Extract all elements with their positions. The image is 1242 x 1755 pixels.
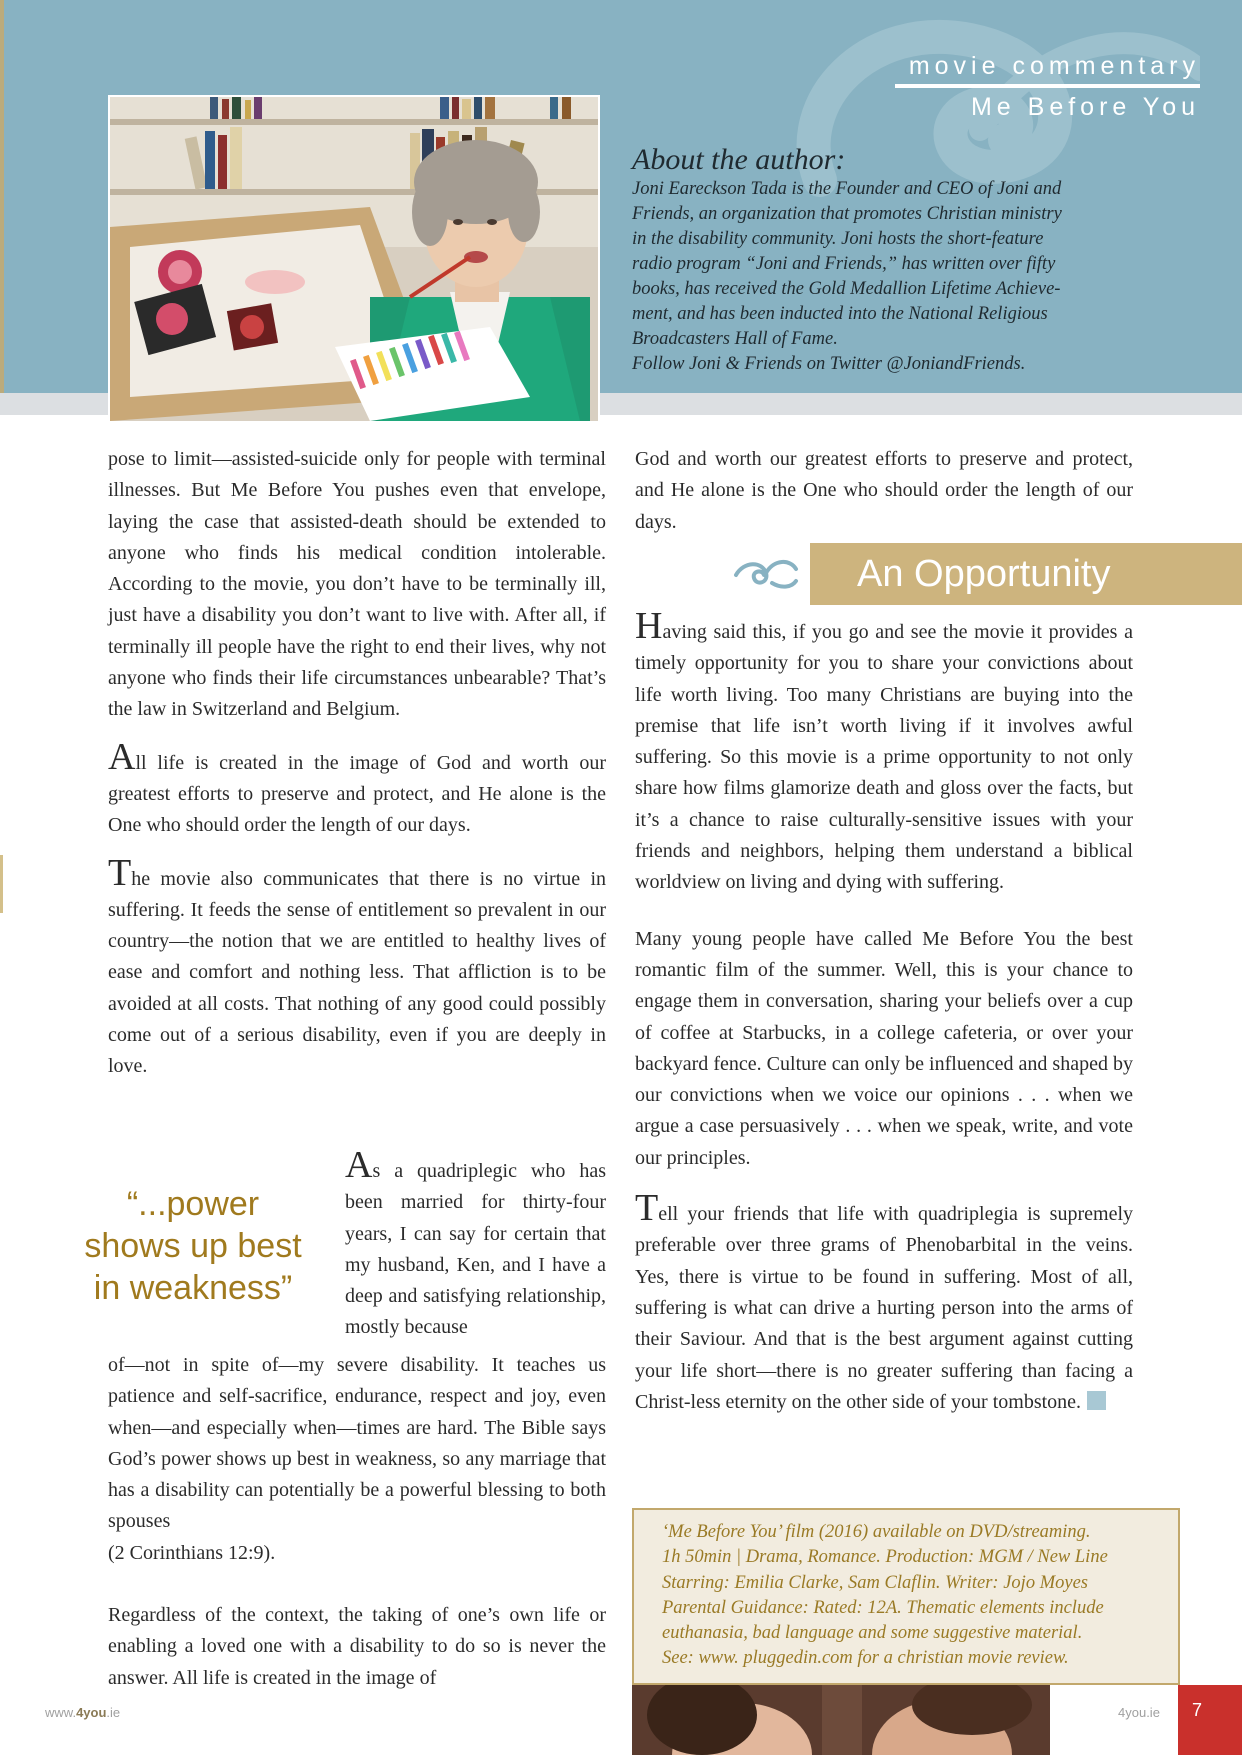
body-paragraph: [345, 1144, 606, 1344]
end-mark-icon: [1087, 1391, 1106, 1410]
bio-line: books, has received the Gold Medallion Lifetime Achieve-: [632, 279, 1061, 299]
film-still-photo: [632, 1685, 1050, 1755]
drop-cap: H: [635, 605, 663, 647]
page-number: 7: [1191, 1700, 1202, 1720]
film-info-text: [662, 1520, 1172, 1672]
info-line: Parental Guidance: Rated: 12A. Thematic elements include: [662, 1597, 1104, 1618]
author-photo-illustration: [110, 97, 598, 421]
bio-line: Joni Eareckson Tada is the Founder and CEO of Joni and: [632, 179, 1062, 199]
bio-line: in the disability community. Joni hosts the short-feature: [632, 229, 1044, 249]
drop-cap: A: [108, 735, 136, 778]
footer-url-suffix: .ie: [106, 1705, 121, 1720]
footer-url-brand: 4you: [76, 1705, 107, 1720]
pull-quote-line: shows up best: [84, 1227, 302, 1265]
info-line: ‘Me Before You’ film (2016) available on DVD/streaming.: [662, 1522, 1091, 1542]
footer-site: 4you.ie: [1118, 1705, 1160, 1720]
info-line: Starring: Emilia Clarke, Sam Claflin. Writer: Jojo Moyes: [662, 1572, 1088, 1593]
swirl-ornament-icon: [732, 553, 800, 593]
body-paragraph: Regardless of the context, the taking of one’s own life or enabling a loved one with a disability to do so is never the answer. All life is created in the image of: [108, 1604, 606, 1689]
drop-cap: T: [635, 1187, 659, 1230]
paragraph-text: aving said this, if you go and see the movie it provides a timely opportunity for you to share your convictions about life worth living. Too many Christians are buying into the premise that life isn’t worth living if it involves awful suffering. So this movie is a prime opportunity to not only share how films glamorize death and gloss over the facts, but it’s a chance to raise culturally-sensitive issues with your friends and neighbors, helping them understand a biblical worldview on living and dying with suffering.: [635, 621, 1133, 894]
pull-quote-line: “...power: [126, 1185, 260, 1223]
right-column-top: [635, 444, 1133, 538]
edge-accent: [0, 0, 4, 393]
body-paragraph: [108, 735, 606, 842]
about-author-heading: About the author:: [632, 143, 846, 176]
film-still-illustration: [632, 1685, 1050, 1755]
left-column-bottom: [108, 1350, 606, 1694]
bio-line: Broadcasters Hall of Fame.: [632, 329, 838, 349]
body-paragraph: of—not in spite of—my severe disability. It teaches us patience and self-sacrifice, endurance, respect and joy, even when—and especially when—times are hard. The Bible says God’s power shows up best in weakness, so any marriage that has a disability can potentially be a powerful blessing to both spouses: [108, 1354, 606, 1533]
paragraph-text: he movie also communicates that there is no virtue in suffering. It feeds the sense of entitlement so prevalent in our country—the notion that we are entitled to healthy lives of ease and comfort and nothing less. That affliction is to be avoided at all costs. That nothing of any good could possibly come out of a serious disability, even if you are deeply in love.: [108, 867, 606, 1078]
scripture-reference: (2 Corinthians 12:9).: [108, 1541, 276, 1564]
drop-cap: T: [108, 851, 132, 894]
section-heading: An Opportunity: [857, 553, 1111, 595]
section-title: Me Before You: [970, 93, 1200, 121]
info-line: See: www. pluggedin.com for a christian movie review.: [662, 1648, 1069, 1669]
body-paragraph: [635, 1187, 1133, 1418]
paragraph-text: ell your friends that life with quadriplegia is supremely preferable over three grams of Phenobarbital in the veins. Yes, there is virtue to be found in suffering. Most of all, suffering is what can drive a hurting person into the arms of their Saviour. And that is the best argument against cutting your life short—there is no greater suffering than facing a Christ-less eternity on the other side of your tombstone.: [635, 1203, 1133, 1413]
bio-line: Follow Joni & Friends on Twitter @JoniandFriends.: [632, 354, 1026, 374]
about-author-bio: [632, 177, 1132, 377]
pull-quote: [70, 1183, 316, 1309]
pull-quote-line: in weakness”: [93, 1269, 293, 1307]
bio-line: radio program “Joni and Friends,” has written over fifty: [632, 254, 1056, 274]
info-line: euthanasia, bad language and some suggestive material.: [662, 1623, 1083, 1644]
body-paragraph: God and worth our greatest efforts to preserve and protect, and He alone is the One who should order the length of our days.: [635, 448, 1133, 533]
wrapped-paragraph: [345, 1144, 606, 1344]
body-paragraph: [635, 605, 1133, 899]
footer-url: [45, 1705, 120, 1720]
section-rule: [895, 84, 1200, 88]
paragraph-text: ll life is created in the image of God and worth our greatest efforts to preserve and protect, and He alone is the One who should order the length of our days.: [108, 751, 606, 837]
author-photo: [108, 95, 600, 423]
footer-url-prefix: www.: [45, 1705, 77, 1720]
left-column-top: [108, 444, 606, 1083]
paragraph-text: s a quadriplegic who has been married for thirty-four years, I can say for certain that my husband, Ken, and I have a deep and satisfying relationship, mostly because: [345, 1160, 606, 1339]
bio-line: ment, and has been inducted into the National Religious: [632, 304, 1048, 324]
body-paragraph: Many young people have called Me Before You the best romantic film of the summer. Well, this is your chance to engage them in conversation, sharing your beliefs over a cup of coffee at Starbucks, in a college cafeteria, or over your backyard fence. Culture can only be influenced and shaped by our convictions when we voice our opinions . . . when we argue a case persuasively . . . when we speak, write, and vote our principles.: [635, 927, 1133, 1169]
body-paragraph: pose to limit—assisted-suicide only for people with terminal illnesses. But Me Before You pushes even that envelope, laying the case that assisted-death should be extended to anyone who finds his medical condition intolerable. According to the movie, you don’t have to be terminally ill, just have a disability you don’t want to live with. After all, if terminally ill people have the right to end their lives, why not anyone who finds their life circumstances unbearable? That’s the law in Switzerland and Belgium.: [108, 448, 606, 721]
edge-accent: [0, 855, 3, 913]
right-column-body: [635, 605, 1133, 1418]
section-label: movie commentary: [908, 52, 1200, 80]
body-paragraph: [108, 851, 606, 1083]
bio-line: Friends, an organization that promotes Christian ministry: [632, 204, 1062, 224]
drop-cap: A: [345, 1144, 373, 1186]
info-line: 1h 50min | Drama, Romance. Production: MGM / New Line: [662, 1547, 1108, 1568]
